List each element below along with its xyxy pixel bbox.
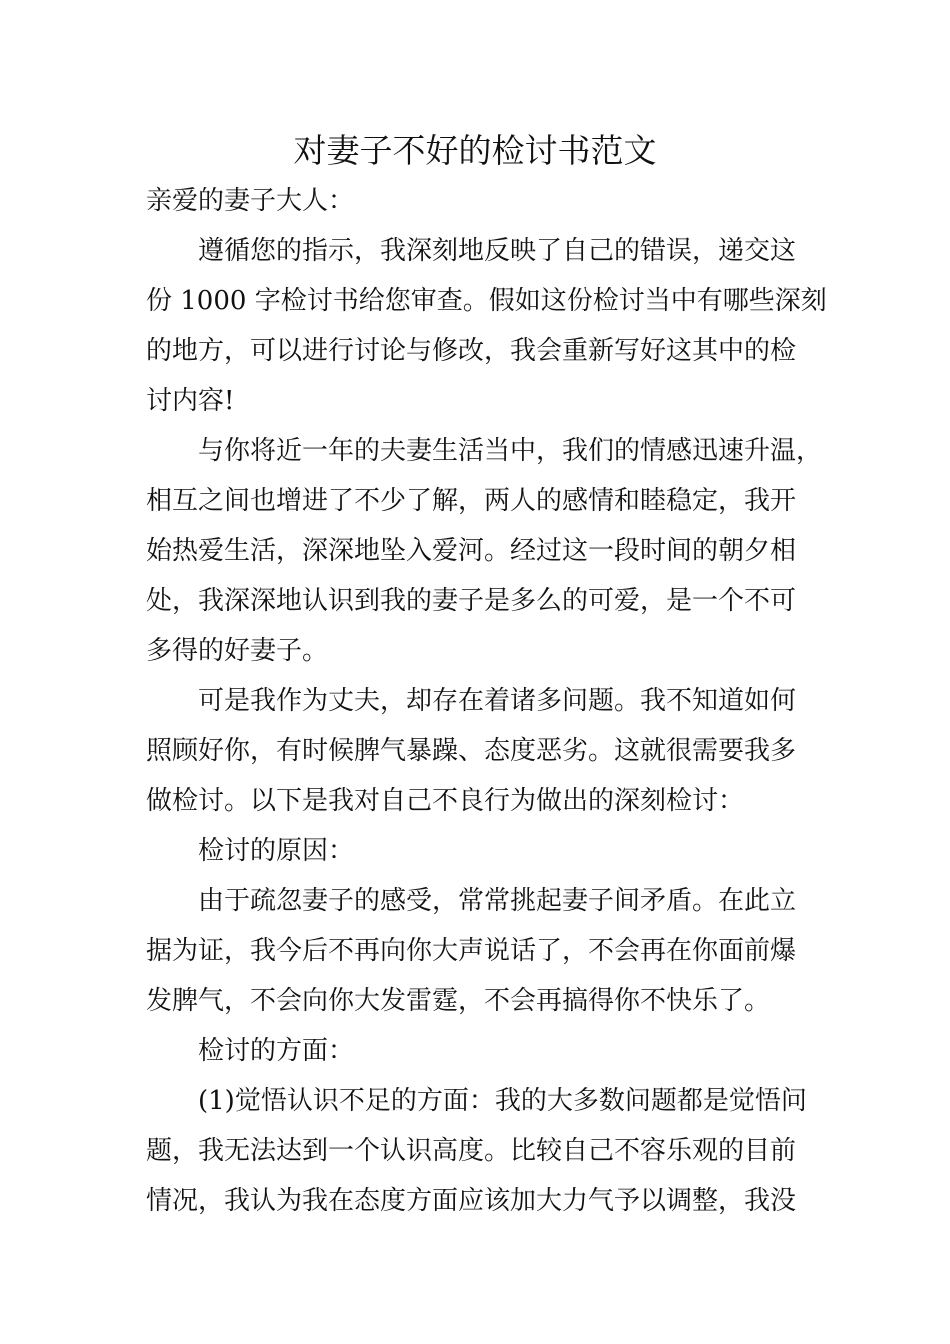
- text-line: 与你将近一年的夫妻生活当中，我们的情感迅速升温，: [198, 436, 823, 466]
- text-line: 发脾气，不会向你大发雷霆，不会再搞得你不快乐了。: [146, 986, 771, 1016]
- document-title: 对妻子不好的检讨书范文: [293, 131, 657, 170]
- text-line: 做检讨。以下是我对自己不良行为做出的深刻检讨：: [146, 786, 745, 816]
- text-line: 遵循您的指示，我深刻地反映了自己的错误，递交这: [198, 236, 797, 266]
- text-line: 讨内容!: [146, 386, 235, 416]
- text-line: 情况，我认为我在态度方面应该加大力气予以调整，我没: [146, 1186, 797, 1216]
- text-line: 照顾好你，有时候脾气暴躁、态度恶劣。这就很需要我多: [146, 736, 797, 766]
- salutation: 亲爱的妻子大人：: [146, 186, 355, 216]
- text-line: 题，我无法达到一个认识高度。比较自己不容乐观的目前: [146, 1136, 797, 1166]
- text-line: (1)觉悟认识不足的方面：我的大多数问题都是觉悟问: [198, 1086, 807, 1116]
- section-heading: 检讨的方面：: [198, 1036, 355, 1066]
- text-line: 多得的好妻子。: [146, 636, 329, 666]
- text-line: 相互之间也增进了不少了解，两人的感情和睦稳定，我开: [146, 486, 797, 516]
- text-line: 始热爱生活，深深地坠入爱河。经过这一段时间的朝夕相: [146, 536, 797, 566]
- text-line: 据为证，我今后不再向你大声说话了，不会再在你面前爆: [146, 936, 797, 966]
- text-line: 处，我深深地认识到我的妻子是多么的可爱，是一个不可: [146, 586, 797, 616]
- text-line: 的地方，可以进行讨论与修改，我会重新写好这其中的检: [146, 336, 797, 366]
- section-heading: 检讨的原因：: [198, 836, 355, 866]
- text-line: 份 1000 字检讨书给您审查。假如这份检讨当中有哪些深刻: [146, 286, 827, 316]
- text-line: 可是我作为丈夫，却存在着诸多问题。我不知道如何: [198, 686, 797, 716]
- text-line: 由于疏忽妻子的感受，常常挑起妻子间矛盾。在此立: [198, 886, 797, 916]
